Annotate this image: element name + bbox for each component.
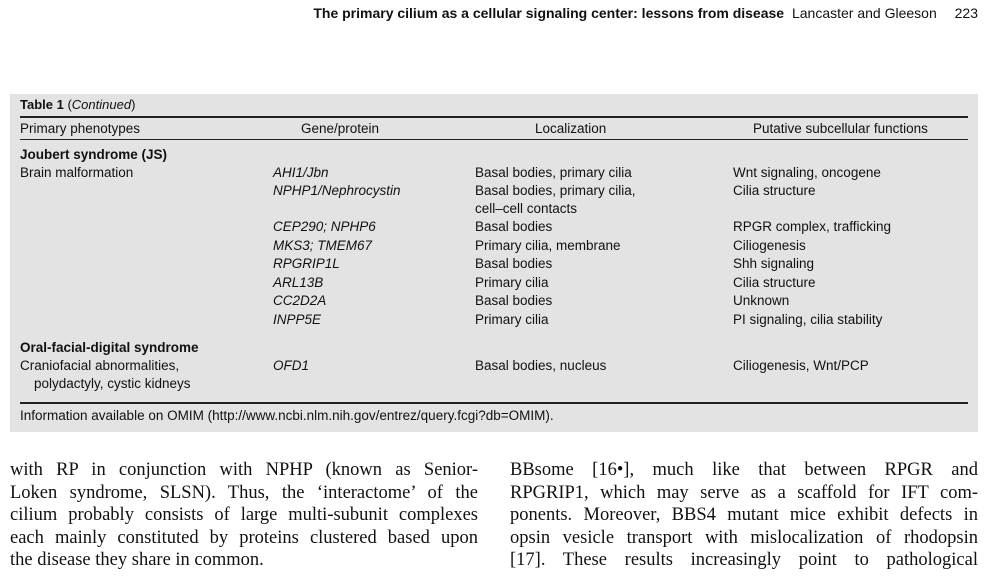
- gene-cell: ARL13B: [273, 275, 324, 290]
- body-text-left-column: [10, 459, 478, 572]
- body-line: with RP in conjunction with NPHP (known as Senior-: [10, 460, 478, 480]
- function-cell: RPGR complex, trafficking: [733, 219, 892, 234]
- localization-cell: Primary cilia: [475, 275, 549, 290]
- body-line: opsin vesicle transport with mislocalization of rhodopsin: [510, 527, 978, 548]
- body-line: BBsome [16•], much like that between RPGR and: [510, 460, 978, 480]
- localization-cell: Basal bodies, primary cilia,: [475, 183, 636, 198]
- phenotype-line: Brain malformation: [20, 165, 134, 180]
- body-line: [17]. These results increasingly point to pathological: [510, 550, 978, 570]
- table-header-rule: [20, 139, 968, 140]
- localization-cell: Primary cilia, membrane: [475, 238, 621, 253]
- function-cell: Wnt signaling, oncogene: [733, 165, 881, 180]
- function-cell: Cilia structure: [733, 275, 816, 290]
- gene-cell: AHI1/Jbn: [273, 165, 329, 180]
- body-line: the disease they share in common.: [10, 550, 264, 570]
- table-caption-label: Table 1: [20, 97, 64, 112]
- function-cell: Cilia structure: [733, 183, 816, 198]
- table-bottom-rule: [20, 402, 968, 404]
- gene-cell: CC2D2A: [273, 293, 327, 308]
- function-cell: PI signaling, cilia stability: [733, 312, 883, 327]
- function-cell: Ciliogenesis: [733, 238, 806, 253]
- function-cell: Shh signaling: [733, 256, 815, 271]
- page-number: 223: [954, 5, 978, 21]
- column-header-localization: Localization: [535, 121, 607, 136]
- phenotype-line-continued: polydactyly, cystic kidneys: [34, 376, 191, 391]
- table-footnote: Information available on OMIM (http://www.ncbi.nlm.nih.gov/entrez/query.fcgi?db=OMIM).: [20, 408, 554, 423]
- table-top-rule: [20, 116, 968, 118]
- gene-cell: NPHP1/Nephrocystin: [273, 183, 401, 198]
- gene-cell: MKS3; TMEM67: [273, 238, 373, 253]
- table-caption-note: Continued: [71, 97, 132, 112]
- running-header: [313, 5, 978, 21]
- localization-cell: Primary cilia: [475, 312, 549, 327]
- body-line: cilium probably consists of large multi-subunit complexes: [10, 505, 478, 525]
- section-title: Oral-facial-digital syndrome: [20, 340, 199, 355]
- gene-cell: CEP290; NPHP6: [273, 219, 376, 234]
- body-line: each mainly constituted by proteins clustered based upon: [10, 527, 478, 548]
- column-header-gene: Gene/protein: [301, 121, 380, 136]
- gene-cell: INPP5E: [273, 312, 322, 327]
- body-line: ponents. Moreover, BBS4 mutant mice exhibit defects in: [510, 505, 978, 525]
- localization-cell: Basal bodies: [475, 219, 553, 234]
- function-cell: Ciliogenesis, Wnt/PCP: [733, 358, 869, 373]
- localization-cell-continued: cell–cell contacts: [475, 201, 578, 216]
- localization-cell: Basal bodies: [475, 293, 553, 308]
- table-1: [10, 94, 978, 432]
- localization-cell: Basal bodies, nucleus: [475, 358, 607, 373]
- column-header-functions: Putative subcellular functions: [753, 121, 928, 136]
- running-title: The primary cilium as a cellular signaling center: lessons from disease: [313, 5, 785, 21]
- gene-cell: OFD1: [273, 358, 310, 373]
- localization-cell: Basal bodies: [475, 256, 553, 271]
- body-line: Loken syndrome, SLSN). Thus, the ‘interactome’ of the: [10, 482, 478, 503]
- phenotype-line: Craniofacial abnormalities,: [20, 358, 180, 373]
- running-authors: Lancaster and Gleeson: [791, 5, 937, 21]
- localization-cell: Basal bodies, primary cilia: [475, 165, 632, 180]
- section-title: Joubert syndrome (JS): [20, 147, 168, 162]
- table-caption: Table 1 (Continued): [20, 97, 136, 112]
- body-text-right-column: [510, 459, 978, 572]
- column-header-phenotypes: Primary phenotypes: [20, 121, 141, 136]
- gene-cell: RPGRIP1L: [273, 256, 340, 271]
- body-line: RPGRIP1, which may serve as a scaffold for IFT com-: [510, 482, 978, 503]
- function-cell: Unknown: [733, 293, 790, 308]
